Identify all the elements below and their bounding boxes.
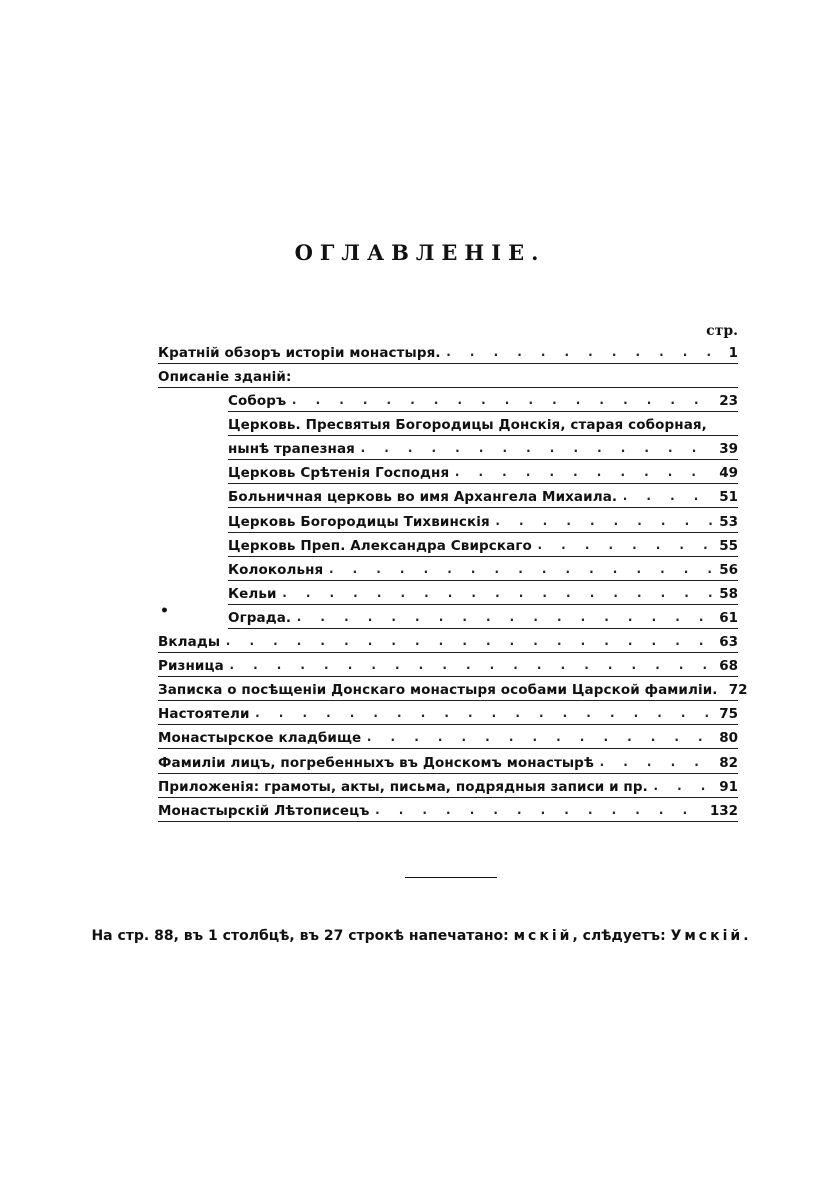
toc-page-number: 68 bbox=[719, 658, 738, 675]
toc-page-number: 80 bbox=[719, 730, 738, 747]
toc-entry-text: нынѣ трапезная bbox=[228, 441, 355, 458]
erratum-suffix: . bbox=[743, 928, 749, 944]
toc-entry-text: Записка о посѣщеніи Донскаго монастыря особами Царской фамиліи. bbox=[158, 682, 718, 699]
stray-mark: • bbox=[160, 603, 169, 619]
toc-entry bbox=[228, 557, 738, 581]
erratum-prefix: На стр. 88, въ 1 столбцѣ, въ 27 строкѣ напечатано: bbox=[91, 928, 514, 944]
toc-page-number: 55 bbox=[719, 537, 738, 554]
erratum-note bbox=[0, 928, 840, 944]
erratum-correct-word: Умскій bbox=[670, 928, 744, 944]
toc-entry-text: Колокольня bbox=[228, 561, 324, 578]
toc-leader-dots bbox=[359, 441, 712, 459]
toc-entry-text: Описаніе зданій: bbox=[158, 369, 292, 386]
toc-entry bbox=[158, 364, 738, 388]
toc-page-number: 39 bbox=[719, 441, 738, 458]
table-of-contents bbox=[158, 340, 748, 822]
toc-leader-dots bbox=[652, 779, 712, 797]
toc-page-number: 82 bbox=[719, 754, 738, 771]
toc-entry-text: Фамиліи лицъ, погребенныхъ въ Донскомъ монастырѣ bbox=[158, 754, 594, 771]
toc-entry bbox=[228, 388, 738, 412]
toc-entry bbox=[228, 508, 738, 532]
toc-leader-dots bbox=[536, 538, 712, 556]
page-title: ОГЛАВЛЕНІЕ. bbox=[294, 240, 546, 265]
separator-rule bbox=[405, 877, 497, 878]
toc-entry-text: Соборъ bbox=[228, 393, 287, 410]
toc-entry-text: Монастырское кладбище bbox=[158, 730, 362, 747]
toc-leader-dots bbox=[281, 586, 712, 604]
toc-entry-text-line1: Церковь. Пресвятыя Богородицы Донскія, старая соборная, bbox=[228, 416, 707, 433]
toc-leader-dots bbox=[228, 658, 712, 676]
toc-entry-text: Монастырскій Лѣтописецъ bbox=[158, 802, 370, 819]
toc-entry-text: Кратній обзоръ исторіи монастыря. bbox=[158, 345, 441, 362]
toc-page-number: 23 bbox=[719, 393, 738, 410]
toc-entry bbox=[228, 605, 738, 629]
toc-page-number: 63 bbox=[719, 634, 738, 651]
toc-entry bbox=[158, 749, 738, 773]
toc-entry bbox=[158, 340, 738, 364]
toc-entry-text: Больничная церковь во имя Архангела Михаила. bbox=[228, 489, 618, 506]
toc-leader-dots bbox=[621, 489, 712, 507]
toc-page-number: 56 bbox=[719, 561, 738, 578]
toc-entry bbox=[228, 484, 738, 508]
toc-entry-text: Ограда. bbox=[228, 609, 292, 626]
toc-leader-dots bbox=[224, 634, 712, 652]
toc-page-number: 58 bbox=[719, 585, 738, 602]
toc-leader-dots bbox=[373, 803, 705, 821]
toc-leader-dots bbox=[365, 730, 712, 748]
toc-entry-text: Кельи bbox=[228, 585, 277, 602]
toc-entry-text: Церковь Срѣтенія Господня bbox=[228, 465, 450, 482]
toc-leader-dots bbox=[327, 562, 712, 580]
toc-page-number: 72 bbox=[728, 682, 748, 699]
toc-entry-text: Приложенія: грамоты, акты, письма, подрядныя записи и пр. bbox=[158, 778, 648, 795]
toc-leader-dots bbox=[254, 706, 712, 724]
toc-entry-text: Церковь Богородицы Тихвинскія bbox=[228, 513, 490, 530]
toc-entry bbox=[158, 798, 738, 822]
toc-entry-text: Вклады bbox=[158, 634, 221, 651]
toc-entry bbox=[158, 725, 738, 749]
toc-entry-text: Церковь Преп. Александра Свирскаго bbox=[228, 537, 532, 554]
toc-page-number: 51 bbox=[719, 489, 738, 506]
toc-entry bbox=[158, 677, 748, 701]
toc-leader-dots bbox=[453, 465, 712, 483]
toc-leader-dots bbox=[445, 345, 712, 363]
toc-leader-dots bbox=[290, 393, 712, 411]
toc-entry bbox=[228, 412, 738, 460]
toc-page-number: 1 bbox=[728, 345, 738, 362]
toc-page-number: 53 bbox=[719, 513, 738, 530]
toc-entry bbox=[228, 581, 738, 605]
toc-page-number: 49 bbox=[719, 465, 738, 482]
erratum-middle: , слѣдуетъ: bbox=[572, 928, 671, 944]
toc-page-number bbox=[291, 385, 313, 387]
toc-entry bbox=[158, 653, 738, 677]
toc-leader-dots bbox=[598, 755, 712, 773]
toc-leader-dots bbox=[295, 610, 712, 628]
toc-entry bbox=[228, 460, 738, 484]
toc-entry-text: Настоятели bbox=[158, 706, 250, 723]
toc-leader-dots bbox=[494, 514, 712, 532]
toc-page-number: 61 bbox=[719, 609, 738, 626]
toc-page-number: 91 bbox=[719, 778, 738, 795]
toc-entry bbox=[228, 533, 738, 557]
erratum-wrong-word: мскій bbox=[513, 928, 573, 944]
toc-page-number: 75 bbox=[719, 706, 738, 723]
toc-entry-text: Ризница bbox=[158, 658, 224, 675]
toc-entry bbox=[158, 701, 738, 725]
page-column-label: стр. bbox=[706, 323, 738, 339]
toc-page-number: 132 bbox=[709, 802, 738, 819]
toc-entry bbox=[158, 774, 738, 798]
toc-entry bbox=[158, 629, 738, 653]
